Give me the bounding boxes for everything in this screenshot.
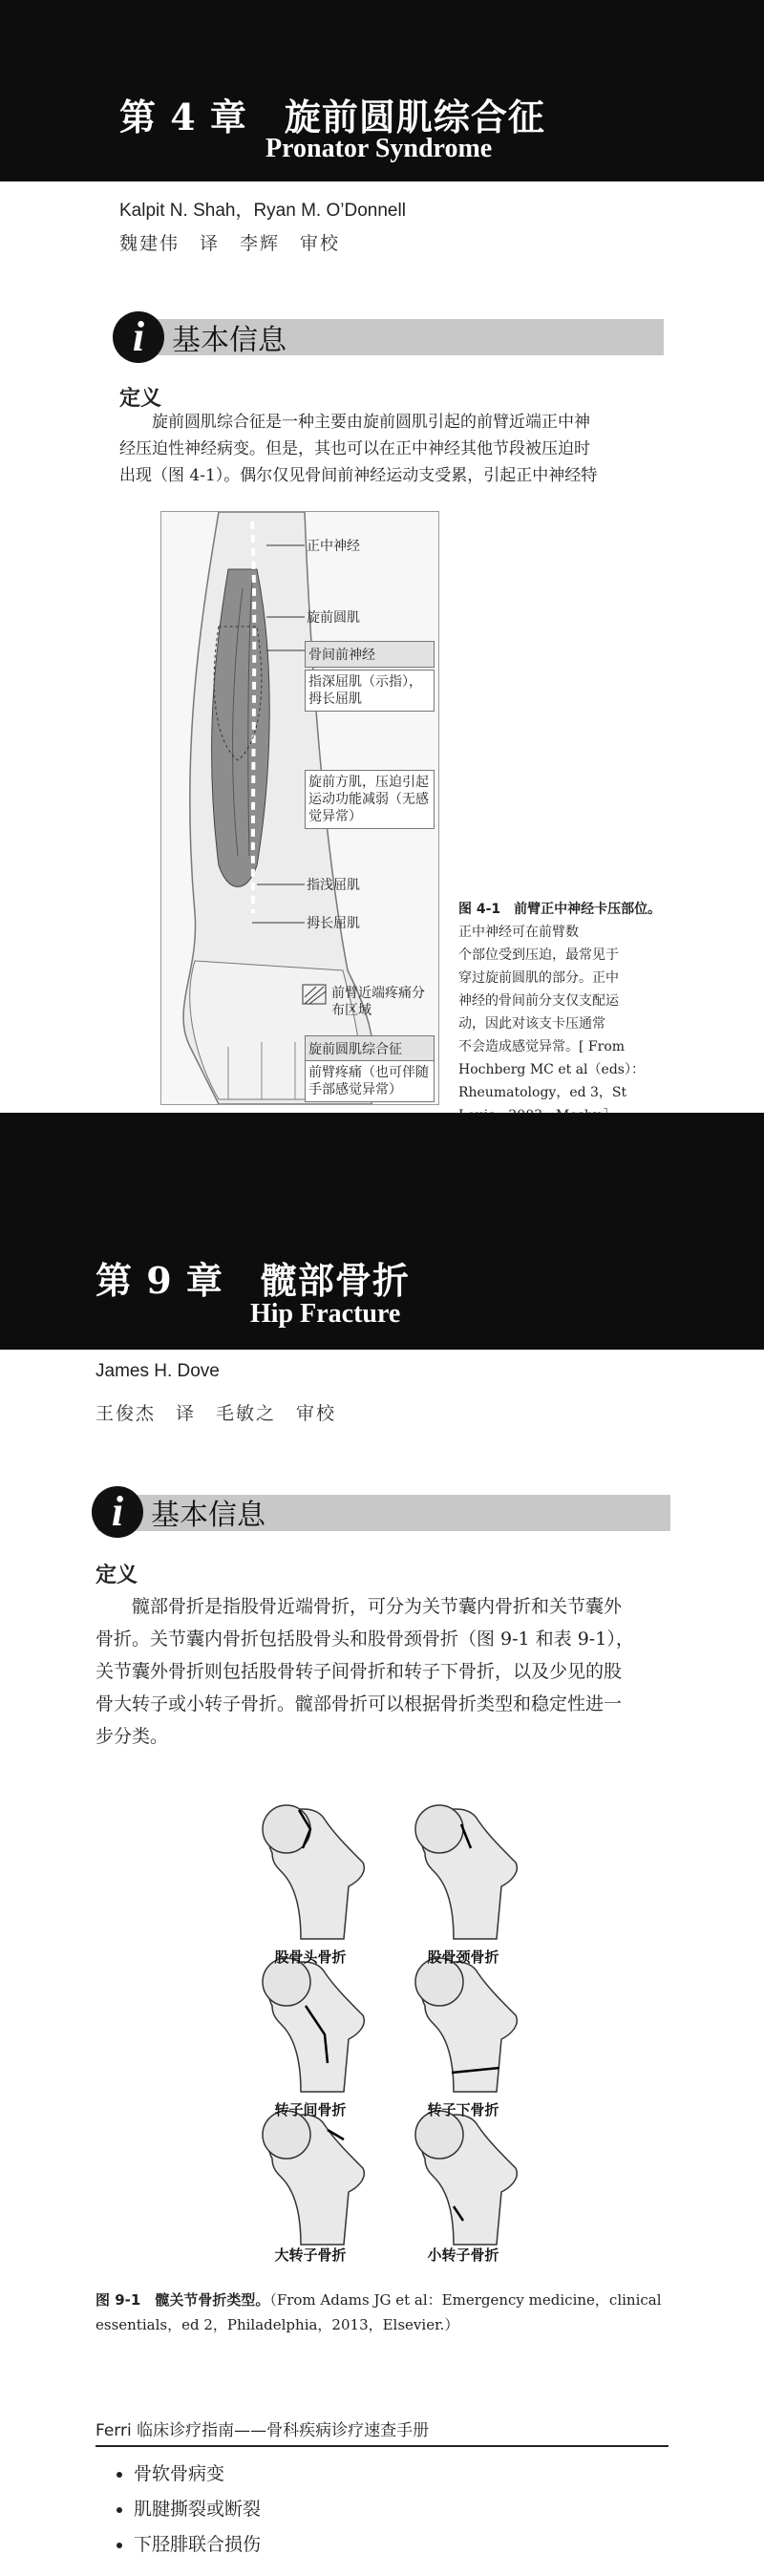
chapter-9-title-en: Hip Fracture bbox=[250, 1299, 401, 1329]
running-head-rule bbox=[96, 2445, 668, 2447]
running-head: Ferri 临床诊疗指南——骨科疾病诊疗速查手册 bbox=[96, 2421, 430, 2440]
definition-heading: 定义 bbox=[96, 1564, 138, 1587]
definition-text bbox=[96, 1590, 668, 1753]
caption-head: 图 9-1 髋关节骨折类型。 bbox=[96, 2291, 270, 2309]
caption-line: （From Adams JG et al：Emergency medicine，clinical bbox=[269, 2291, 662, 2309]
caption-line: Hochberg MC et al（eds）： bbox=[458, 1062, 645, 1077]
label-pronator-teres: 旋前圆肌 bbox=[307, 610, 360, 626]
label-median-nerve: 正中神经 bbox=[307, 539, 360, 554]
label-fds: 指浅屈肌 bbox=[307, 878, 360, 893]
label-fpl: 拇长屈肌 bbox=[307, 916, 360, 931]
label-fdp: 指深屈肌（示指），拇长屈肌 bbox=[305, 670, 435, 712]
caption-line: 个部位受到压迫，最常见于 bbox=[458, 947, 619, 963]
info-label: 基本信息 bbox=[151, 1499, 265, 1532]
info-icon: i bbox=[113, 311, 164, 363]
info-label: 基本信息 bbox=[172, 324, 286, 357]
fracture-label: 转子下骨折 bbox=[427, 2101, 499, 2118]
caption-line: 神经的骨间前分支仅支配运 bbox=[458, 993, 619, 1009]
chapter-9-authors: James H. Dove bbox=[96, 1361, 220, 1381]
fracture-label: 大转子骨折 bbox=[274, 2246, 347, 2264]
info-icon: i bbox=[92, 1486, 143, 1538]
chapter-9-header bbox=[0, 1113, 764, 1350]
definition-line: 出现（图 4-1）。偶尔仅见骨间前神经运动支受累，引起正中神经特 bbox=[119, 466, 598, 485]
fracture-label: 小转子骨折 bbox=[427, 2246, 499, 2264]
definition-line: 经压迫性神经病变。但是，其也可以在正中神经其他节段被压迫时 bbox=[119, 439, 590, 458]
list-item: • 下胫腓联合损伤 bbox=[134, 2530, 261, 2556]
chapter-9-translators: 王俊杰 译 毛敏之 审校 bbox=[96, 1403, 337, 1424]
definition-text bbox=[119, 409, 664, 489]
fracture-label: 股骨头骨折 bbox=[274, 1948, 347, 1966]
caption-line: 穿过旋前圆肌的部分。正中 bbox=[458, 970, 619, 986]
caption-line: 不会造成感觉异常。[ From bbox=[458, 1039, 626, 1054]
label-pronator-quadratus: 旋前方肌，压迫引起运动功能减弱（无感觉异常） bbox=[305, 770, 435, 829]
legend-pronator-label: 旋前圆肌综合征 bbox=[305, 1035, 435, 1062]
fracture-label: 转子间骨折 bbox=[274, 2101, 347, 2118]
chapter-4-authors: Kalpit N. Shah，Ryan M. O’Donnell bbox=[119, 201, 406, 221]
definition-line: 旋前圆肌综合征是一种主要由旋前圆肌引起的前臂近端正中神 bbox=[152, 413, 590, 432]
figure-9-1-caption bbox=[96, 2288, 688, 2337]
caption-line: 动，因此对该支卡压通常 bbox=[458, 1016, 605, 1032]
fracture-figure bbox=[244, 1796, 530, 2264]
caption-line: Rheumatology，ed 3，St bbox=[458, 1085, 627, 1100]
figure-4-1-caption bbox=[458, 898, 668, 1127]
caption-head: 图 4-1 前臂正中神经卡压部位。 bbox=[458, 902, 662, 917]
caption-line: 正中神经可在前臂数 bbox=[458, 925, 579, 940]
chapter-4-title: 第 4 章 旋前圆肌综合征 bbox=[119, 96, 545, 138]
definition-line: 骨折。关节囊内骨折包括股骨头和股骨颈骨折（图 9-1 和表 9-1）， bbox=[96, 1629, 634, 1650]
legend-hatch-label: 前臂近端疼痛分布区域 bbox=[331, 986, 425, 1018]
fracture-label: 股骨颈骨折 bbox=[427, 1948, 499, 1966]
chapter-4-title-en: Pronator Syndrome bbox=[265, 134, 493, 163]
chapter-9-title: 第 9 章 髋部骨折 bbox=[96, 1259, 410, 1302]
list-item: • 肌腱撕裂或断裂 bbox=[134, 2495, 261, 2521]
definition-line: 髋部骨折是指股骨近端骨折，可分为关节囊内骨折和关节囊外 bbox=[132, 1596, 623, 1617]
caption-line: essentials，ed 2，Philadelphia，2013，Elsevier.） bbox=[96, 2316, 459, 2333]
definition-line: 步分类。 bbox=[96, 1726, 169, 1747]
chapter-4-header bbox=[0, 0, 764, 181]
list-item: • 骨软骨病变 bbox=[134, 2459, 261, 2485]
definition-heading: 定义 bbox=[119, 387, 162, 411]
legend-pain-label: 前臂疼痛（也可伴随手部感觉异常） bbox=[305, 1060, 435, 1102]
definition-line: 骨大转子或小转子骨折。髋部骨折可以根据骨折类型和稳定性进一 bbox=[96, 1693, 623, 1714]
label-ain: 骨间前神经 bbox=[305, 641, 435, 668]
definition-line: 关节囊外骨折则包括股骨转子间骨折和转子下骨折，以及少见的股 bbox=[96, 1661, 623, 1682]
forearm-figure bbox=[160, 511, 439, 1105]
chapter-4-translators: 魏建伟 译 李辉 审校 bbox=[119, 233, 341, 254]
bullet-list bbox=[96, 2459, 261, 2565]
fracture-illustration bbox=[244, 1796, 530, 2254]
